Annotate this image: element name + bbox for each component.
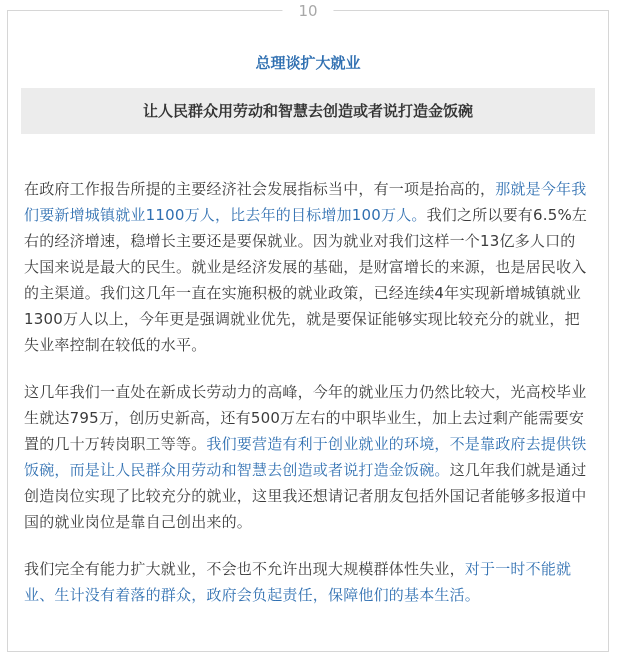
paragraph-2 — [24, 379, 588, 535]
page-number: 10 — [282, 1, 333, 21]
highlighted-text: 那就是今年我们要新增城镇就业1100万人，比去年的目标增加100万人。 — [24, 180, 587, 224]
paragraph-1 — [24, 176, 588, 358]
text-segment: 我们之所以要有6.5%左右的经济增速，稳增长主要还是要保就业。因为就业对我们这样一个13亿多人口的大国来说是最大的民生。就业是经济发展的基础，是财富增长的来源，也是居民收入的主渠道。我们这几年一直在实施积极的就业政策，已经连续4年实现新增城镇就业1300万人以上，今年更是强调就业优先，就是要保证能够实现比较充分的就业，把失业率控制在较低的水平。 — [24, 206, 588, 354]
text-segment: 在政府工作报告所提的主要经济社会发展指标当中，有一项是抬高的， — [24, 180, 496, 198]
paragraph-3 — [24, 556, 588, 608]
highlighted-text: 对于一时不能就业、生计没有着落的群众，政府会负起责任，保障他们的基本生活。 — [24, 560, 572, 604]
quote-heading: 让人民群众用劳动和智慧去创造或者说打造金饭碗 — [21, 88, 595, 134]
article-card — [7, 2, 609, 652]
article-body — [24, 176, 588, 629]
text-segment: 这几年我们就是通过创造岗位实现了比较充分的就业，这里我还想请记者朋友包括外国记者能够多报道中国的就业岗位是靠自己创出来的。 — [24, 461, 587, 531]
text-segment: 这几年我们一直处在新成长劳动力的高峰，今年的就业压力仍然比较大，光高校毕业生就达795万，创历史新高，还有500万左右的中职毕业生，加上去过剩产能需要安置的几十万转岗职工等等。 — [24, 383, 587, 453]
section-title: 总理谈扩大就业 — [255, 54, 361, 72]
text-segment: 我们完全有能力扩大就业，不会也不允许出现大规模群体性失业， — [24, 560, 465, 578]
highlighted-text: 我们要营造有利于创业就业的环境，不是靠政府去提供铁饭碗，而是让人民群众用劳动和智慧去创造或者说打造金饭碗。 — [24, 435, 587, 479]
